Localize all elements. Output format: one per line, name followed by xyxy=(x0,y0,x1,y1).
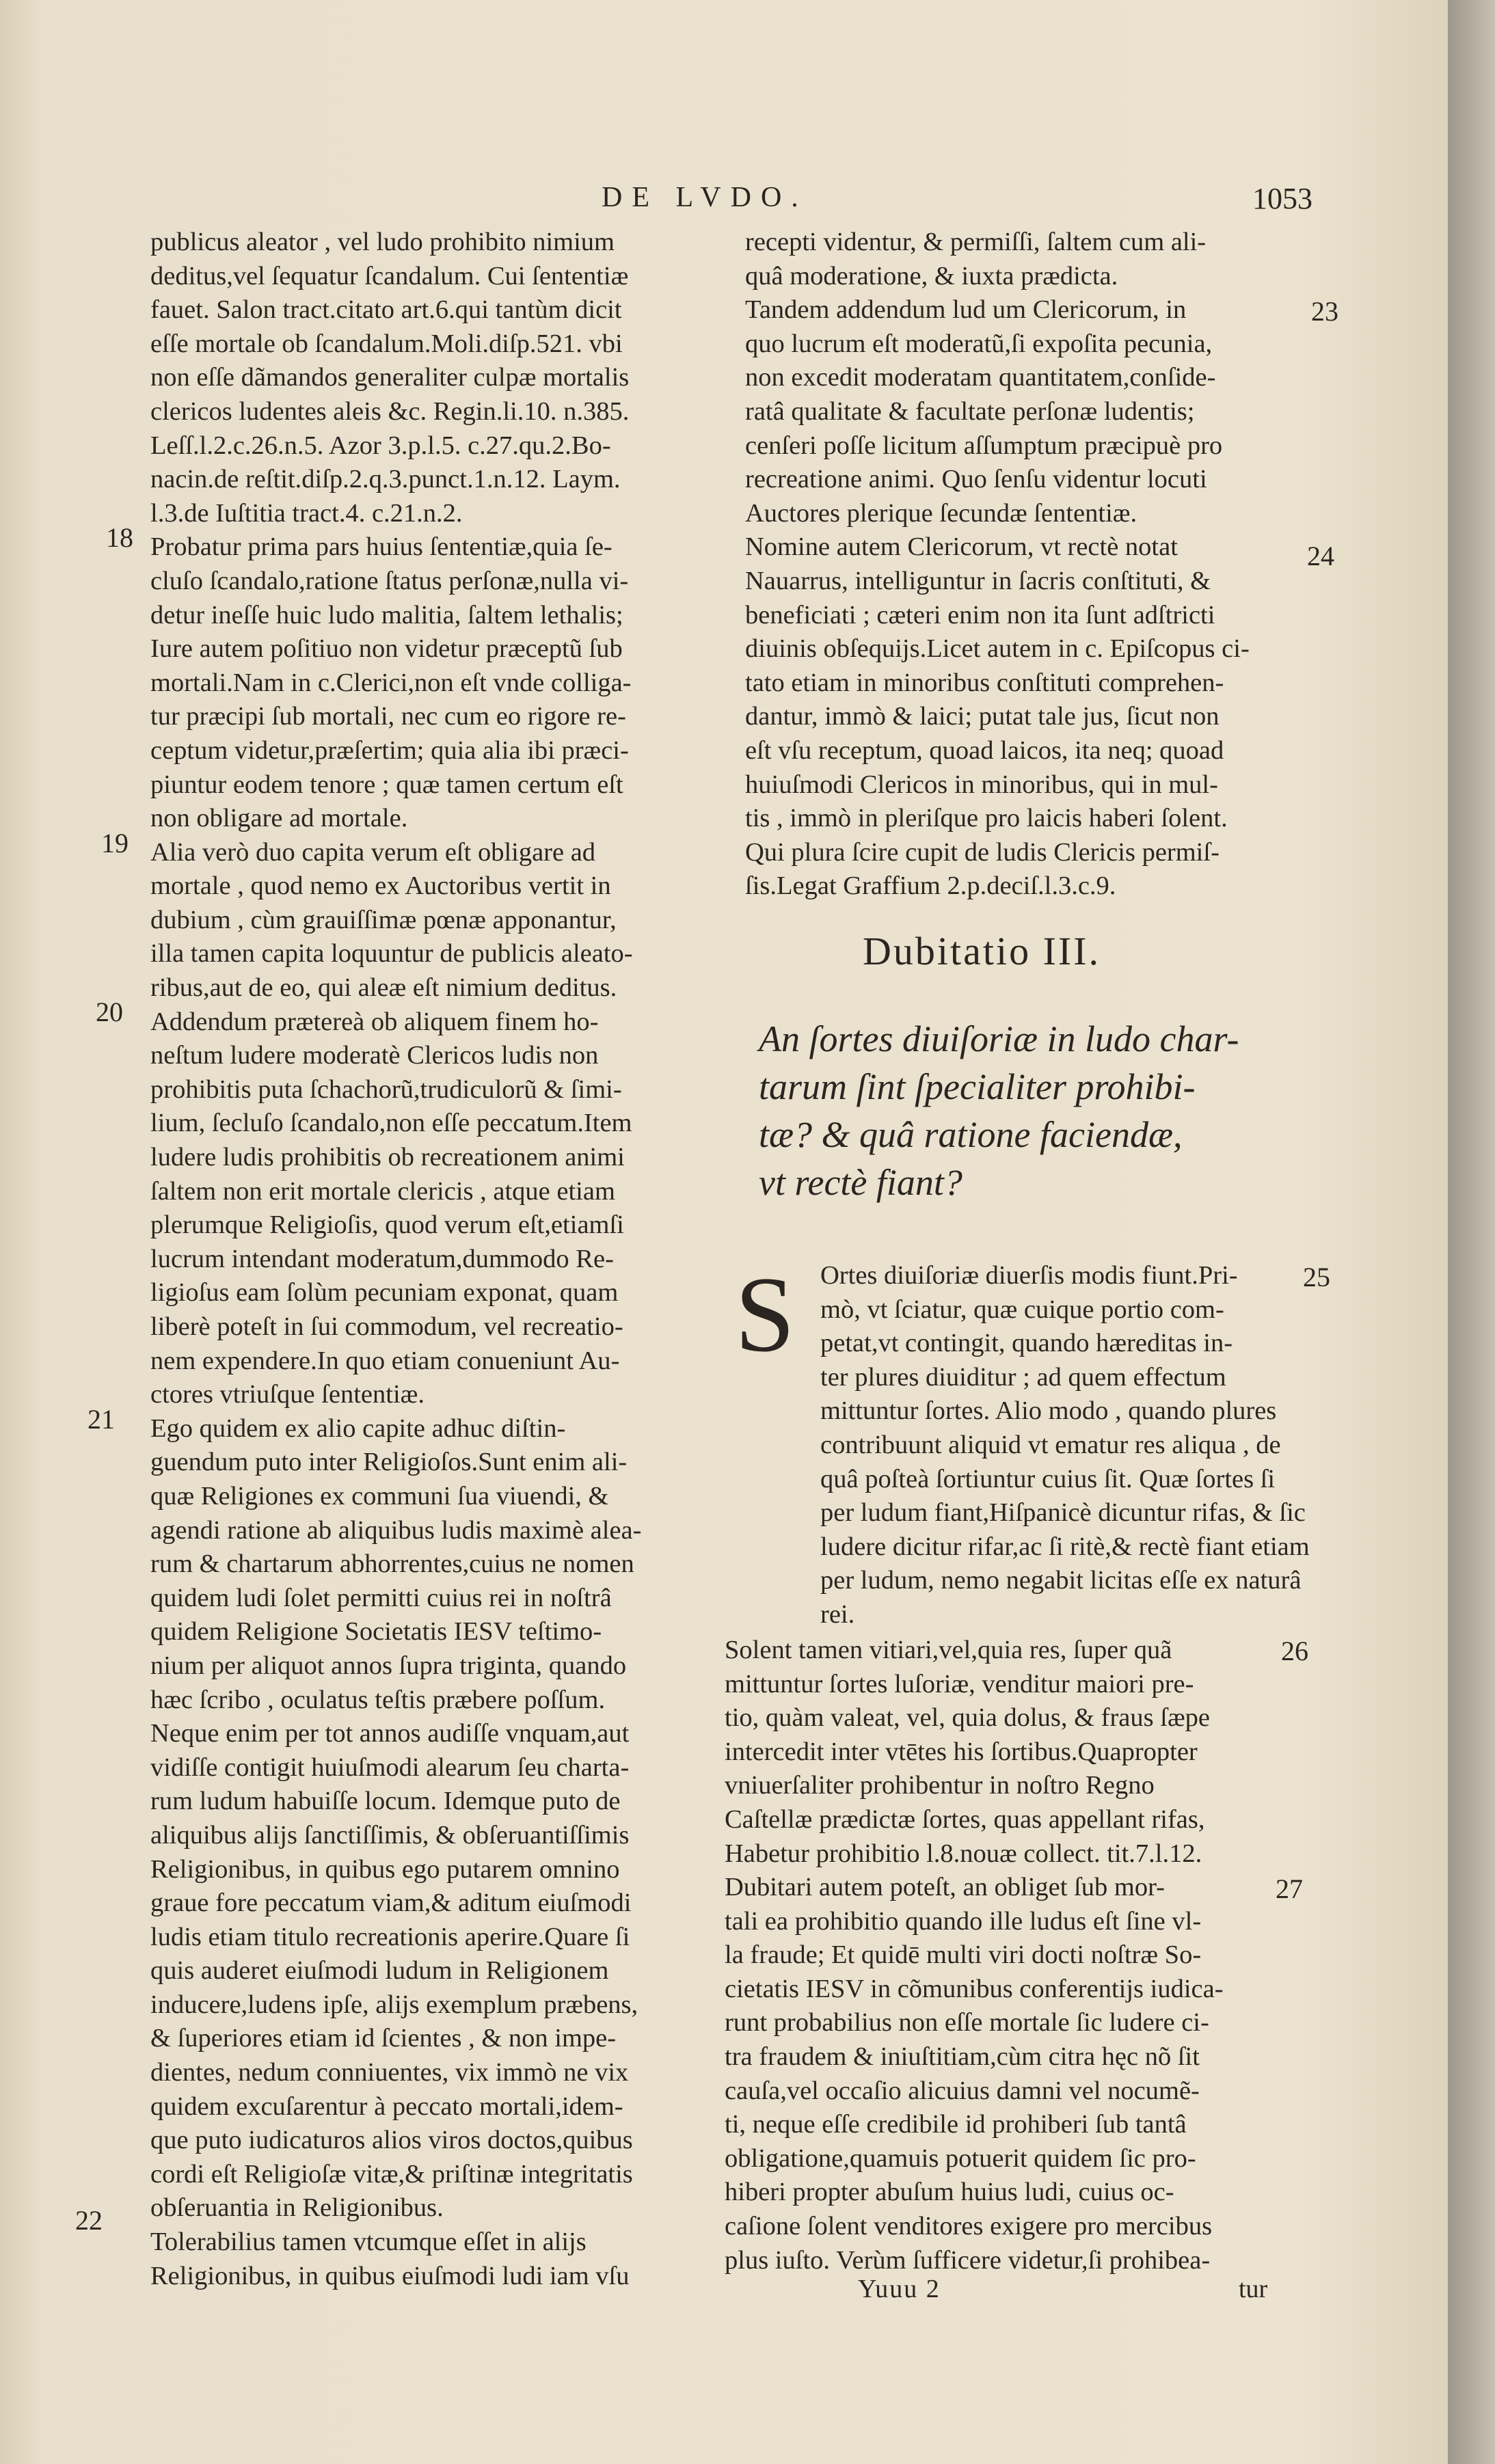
question-title xyxy=(759,1015,1333,1206)
text-line: runt probabilius non eſſe mortale ſic ludere ci- xyxy=(725,2008,1209,2037)
text-line: ratâ qualitate & facultate perſonæ ludentis; xyxy=(745,396,1195,426)
text-line: neſtum ludere moderatè Clericos ludis non xyxy=(150,1041,599,1070)
text-line: Nomine autem Clericorum, vt rectè notat xyxy=(745,532,1178,562)
text-line: illa tamen capita loquuntur de publicis aleato- xyxy=(150,939,633,969)
paragraph-number: 19 xyxy=(101,828,129,858)
page-edge xyxy=(1448,0,1495,2464)
text-line: Leſſ.l.2.c.26.n.5. Azor 3.p.l.5. c.27.qu.2.Bo- xyxy=(150,431,611,460)
text-line: per ludum fiant,Hiſpanicè dicuntur rifas, & ſic xyxy=(820,1498,1306,1528)
text-line: vidiſſe contigit huiuſmodi alearum ſeu charta- xyxy=(150,1752,630,1782)
text-line: piuntur eodem tenore ; quæ tamen certum eſt xyxy=(150,770,623,799)
text-line: contribuunt aliquid vt ematur res aliqua , de xyxy=(820,1430,1281,1459)
page-number: 1053 xyxy=(1252,182,1312,215)
text-line: vniuerſaliter prohibentur in noſtro Regno xyxy=(725,1771,1155,1800)
text-line: Nauarrus, intelliguntur in ſacris conſtituti, & xyxy=(745,566,1211,595)
text-line: eſſe mortale ob ſcandalum.Moli.diſp.521. vbi xyxy=(150,329,623,358)
text-line: quo lucrum eſt moderatũ,ſi expoſita pecunia, xyxy=(745,329,1213,358)
drop-cap-initial: S xyxy=(735,1255,795,1375)
text-line: quæ Religiones ex communi ſua viuendi, & xyxy=(150,1481,609,1511)
text-line: mittuntur ſortes luſoriæ, venditur maiori pre- xyxy=(725,1669,1194,1698)
text-line: nium per aliquot annos ſupra triginta, quando xyxy=(150,1651,627,1680)
question-line: vt rectè fiant? xyxy=(759,1162,962,1203)
text-line: Religionibus, in quibus ego putarem omnino xyxy=(150,1854,620,1884)
text-line: ſaltem non erit mortale clericis , atque etiam xyxy=(150,1176,615,1206)
running-head xyxy=(0,181,1448,222)
text-line: Neque enim per tot annos audiſſe vnquam,aut xyxy=(150,1719,630,1748)
text-line: tali ea prohibitio quando ille ludus eſt ſine vl- xyxy=(725,1906,1202,1936)
text-line: caſione ſolent venditores exigere pro mercibus xyxy=(725,2211,1213,2240)
text-line: petat,vt contingit, quando hæreditas in- xyxy=(820,1329,1233,1358)
text-line: fauet. Salon tract.citato art.6.qui tantùm dicit xyxy=(150,295,622,325)
text-line: publicus aleator , vel ludo prohibito nimium xyxy=(150,228,615,256)
text-line: ludere dicitur rifar,ac ſi ritè,& rectè fiant etiam xyxy=(820,1532,1310,1561)
text-line: hiberi propter abuſum huius ludi, cuius oc- xyxy=(725,2178,1174,2207)
text-line: lucrum intendant moderatum,dummodo Re- xyxy=(150,1244,614,1273)
text-line: mò, vt ſciatur, quæ cuique portio com- xyxy=(820,1295,1224,1324)
text-line: obligatione,quamuis potuerit quidem ſic pro- xyxy=(725,2143,1196,2173)
text-line: graue fore peccatum viam,& aditum eiuſmodi xyxy=(150,1888,632,1918)
text-line: ter plures diuiditur ; ad quem effectum xyxy=(820,1362,1226,1392)
text-line: tra fraudem & iniuſtitiam,cùm citra hęc nõ ſit xyxy=(725,2042,1200,2071)
text-line: rum & chartarum abhorrentes,cuius ne nomen xyxy=(150,1549,634,1579)
text-line: rum ludum habuiſſe locum. Idemque puto de xyxy=(150,1787,621,1816)
text-line: l.3.de Iuſtitia tract.4. c.21.n.2. xyxy=(150,498,463,528)
paragraph-27 xyxy=(725,1871,1285,2277)
text-line: tio, quàm valeat, vel, quia dolus, & fraus ſæpe xyxy=(725,1703,1210,1733)
text-line: Qui plura ſcire cupit de ludis Clericis permiſ- xyxy=(745,837,1220,867)
catchword: tur xyxy=(1239,2275,1268,2303)
text-line: tis , immò in pleriſque pro laicis haberi ſolent. xyxy=(745,804,1228,833)
text-line: Ego quidem ex alio capite adhuc diſtin- xyxy=(150,1413,566,1443)
paragraph-number: 26 xyxy=(1281,1636,1308,1666)
question-line: tarum ſint ſpecialiter prohibi- xyxy=(759,1066,1196,1107)
text-line: detur ineſſe huic ludo malitia, ſaltem lethalis; xyxy=(150,600,623,629)
text-line: tur præcipi ſub mortali, nec cum eo rigore re- xyxy=(150,702,626,731)
text-line: non eſſe dãmandos generaliter culpæ mortalis xyxy=(150,363,630,392)
paragraph-number: 21 xyxy=(87,1404,115,1435)
paragraph-number: 24 xyxy=(1307,541,1334,571)
text-line: ctores vtriuſque ſententiæ. xyxy=(150,1380,425,1409)
text-line: ceptum videtur,præſertim; quia alia ibi præci- xyxy=(150,735,629,765)
text-line: aliquibus alijs ſanctiſſimis, & obſeruantiſſimis xyxy=(150,1820,630,1850)
text-line: Auctores plerique ſecundæ ſententiæ. xyxy=(745,498,1137,528)
text-line: eſt vſu receptum, quoad laicos, ita neq; quoad xyxy=(745,735,1224,765)
text-line: non excedit moderatam quantitatem,conſide- xyxy=(745,363,1216,392)
running-head-title: DE LVDO. xyxy=(602,182,808,213)
text-line: dientes, nedum conniuentes, vix immò ne vix xyxy=(150,2058,629,2087)
text-line: mittuntur ſortes. Alio modo , quando plures xyxy=(820,1396,1277,1426)
signature-mark: Yuuu 2 xyxy=(858,2275,941,2303)
text-line: mortale , quod nemo ex Auctoribus vertit in xyxy=(150,871,611,901)
paragraph-number: 22 xyxy=(75,2205,103,2236)
text-line: Habetur prohibitio l.8.nouæ collect. tit.7.l.12. xyxy=(725,1839,1202,1868)
text-line: nem expendere.In quo etiam conueniunt Au- xyxy=(150,1346,620,1375)
text-line: agendi ratione ab aliquibus ludis maximè alea- xyxy=(150,1515,642,1545)
text-line: quâ moderatione, & iuxta prædicta. xyxy=(745,261,1118,290)
text-line: ludere ludis prohibitis ob recreationem animi xyxy=(150,1143,625,1172)
text-line: clericos ludentes aleis &c. Regin.li.10. n.385. xyxy=(150,396,630,426)
text-line: dubium , cùm grauiſſimæ pœnæ apponantur, xyxy=(150,905,617,934)
text-line: quidem Religione Societatis IESV teſtimo- xyxy=(150,1617,602,1647)
text-line: tato etiam in minoribus conſtituti comprehen- xyxy=(745,668,1224,697)
text-line: quidem ludi ſolet permitti cuius rei in noſtrâ xyxy=(150,1583,612,1612)
right-text-column xyxy=(745,226,1285,904)
text-line: Addendum prætereà ob aliquem finem ho- xyxy=(150,1007,599,1036)
text-line: Ortes diuiſoriæ diuerſis modis fiunt.Pri- xyxy=(820,1261,1238,1290)
text-line: intercedit inter vtētes his ſortibus.Quapropter xyxy=(725,1737,1198,1766)
text-line: inducere,ludens ipſe, alijs exemplum præbens, xyxy=(150,1990,638,2019)
text-line: quis auderet eiuſmodi ludum in Religionem xyxy=(150,1956,609,1986)
text-line: rei. xyxy=(820,1599,855,1629)
text-line: cordi eſt Religioſæ vitæ,& priſtinæ integritatis xyxy=(150,2159,633,2189)
text-line: cluſo ſcandalo,ratione ſtatus perſonæ,nulla vi- xyxy=(150,566,629,595)
text-line: ribus,aut de eo, qui aleæ eſt nimium deditus. xyxy=(150,973,617,1003)
text-line: lium, ſecluſo ſcandalo,non eſſe peccatum.Item xyxy=(150,1109,632,1138)
text-line: ti, neque eſſe credibile id prohiberi ſub tantâ xyxy=(725,2110,1187,2139)
text-line: recepti videntur, & permiſſi, ſaltem cum ali- xyxy=(745,228,1207,256)
text-line: Solent tamen vitiari,vel,quia res, ſuper quã xyxy=(725,1636,1172,1664)
question-line: tæ? & quâ ratione faciendæ, xyxy=(759,1114,1183,1155)
text-line: beneficiati ; cæteri enim non ita ſunt adſtricti xyxy=(745,600,1215,629)
text-line: ligioſus eam ſolùm pecuniam exponat, quam xyxy=(150,1278,619,1308)
text-line: guendum puto inter Religioſos.Sunt enim ali- xyxy=(150,1448,628,1477)
text-line: Religionibus, in quibus eiuſmodi ludi iam vſu xyxy=(150,2261,630,2290)
paragraph-number: 27 xyxy=(1276,1873,1303,1904)
paragraph-25 xyxy=(820,1259,1312,1632)
text-line: que puto iudicaturos alios viros doctos,quibus xyxy=(150,2126,633,2155)
text-line: Alia verò duo capita verum eſt obligare ad xyxy=(150,837,596,867)
text-line: cenſeri poſſe licitum aſſumptum præcipuè pro xyxy=(745,431,1223,460)
text-line: Dubitari autem poteſt, an obliget ſub mor- xyxy=(725,1873,1165,1901)
text-line: plerumque Religioſis, quod verum eſt,etiamſi xyxy=(150,1210,624,1240)
paragraph-number: 25 xyxy=(1303,1262,1330,1292)
text-line: Probatur prima pars huius ſententiæ,quia ſe- xyxy=(150,532,612,562)
text-line: liberè poteſt in ſui commodum, vel recreatio- xyxy=(150,1312,623,1341)
text-line: cauſa,vel occaſio alicuius damni vel nocumẽ- xyxy=(725,2076,1200,2105)
text-line: ludis etiam titulo recreationis aperire.Quare ſi xyxy=(150,1922,630,1951)
text-line: hæc ſcribo , oculatus teſtis præbere poſſum. xyxy=(150,1685,606,1714)
text-line: Tolerabilius tamen vtcumque eſſet in alijs xyxy=(150,2228,587,2257)
text-line: ſis.Legat Graffium 2.p.deciſ.l.3.c.9. xyxy=(745,871,1116,901)
text-line: quâ poſteà ſortiuntur cuius ſit. Quæ ſortes ſi xyxy=(820,1464,1276,1493)
question-line: An ſortes diuiſoriæ in ludo char- xyxy=(759,1018,1239,1059)
text-line: Iure autem poſitiuo non videtur præceptũ ſub xyxy=(150,634,623,664)
text-line: prohibitis puta ſchachorũ,trudiculorũ & ſimi- xyxy=(150,1074,622,1104)
paragraph-number: 20 xyxy=(96,997,123,1027)
text-line: Caſtellæ prædictæ ſortes, quas appellant rifas, xyxy=(725,1804,1205,1834)
text-line: quidem excuſarentur à peccato mortali,idem- xyxy=(150,2091,623,2121)
text-line: diuinis obſequijs.Licet autem in c. Epiſcopus ci- xyxy=(745,634,1250,664)
text-line: plus iuſto. Verùm ſufficere videtur,ſi prohibea- xyxy=(725,2245,1211,2275)
text-line: deditus,vel ſequatur ſcandalum. Cui ſententiæ xyxy=(150,261,629,290)
text-line: dantur, immò & laici; putat tale jus, ſicut non xyxy=(745,702,1220,731)
text-line: cietatis IESV in cõmunibus conferentijs iudica- xyxy=(725,1974,1224,2003)
text-line: huiuſmodi Clericos in minoribus, qui in mul- xyxy=(745,770,1218,799)
text-line: & ſuperiores etiam id ſcientes , & non impe- xyxy=(150,2024,617,2053)
paragraph-number: 23 xyxy=(1311,296,1338,327)
text-line: mortali.Nam in c.Clerici,non eſt vnde colliga- xyxy=(150,668,632,697)
text-line: per ludum, nemo negabit licitas eſſe ex naturâ xyxy=(820,1566,1302,1595)
text-line: la fraude; Et quidē multi viri docti noſtræ So- xyxy=(725,1940,1202,1970)
text-line: obſeruantia in Religionibus. xyxy=(150,2193,444,2223)
paragraph-26 xyxy=(725,1634,1285,1871)
left-text-column xyxy=(150,226,719,2293)
paragraph-number: 18 xyxy=(106,522,133,553)
text-line: nacin.de reſtit.diſp.2.q.3.punct.1.n.12. Laym. xyxy=(150,465,621,494)
text-line: non obligare ad mortale. xyxy=(150,804,408,833)
text-line: Tandem addendum lud um Clericorum, in xyxy=(745,295,1187,325)
section-heading: Dubitatio III. xyxy=(863,929,1101,973)
text-line: recreatione animi. Quo ſenſu videntur locuti xyxy=(745,465,1207,494)
